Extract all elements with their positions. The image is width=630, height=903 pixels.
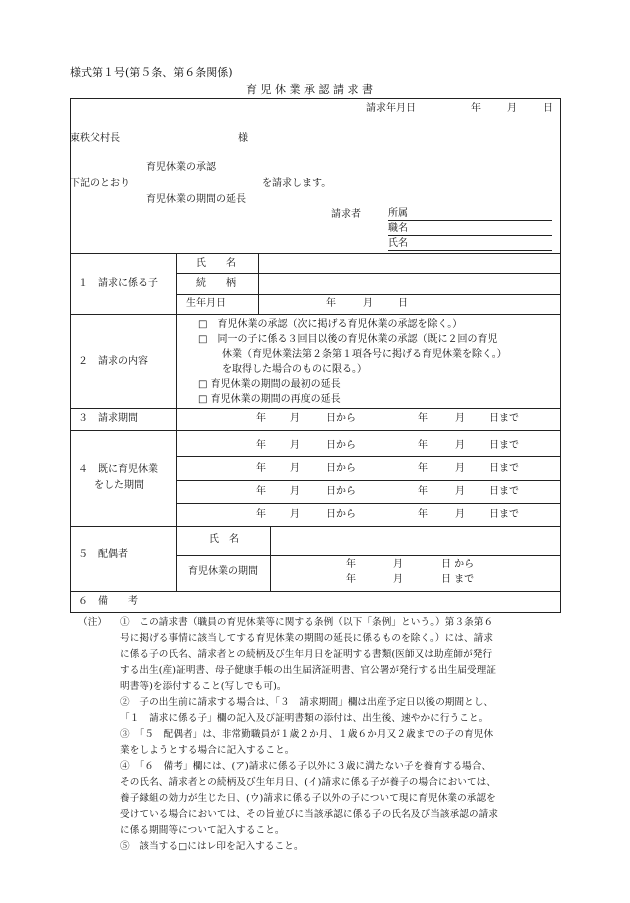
content-item-3: □ 育児休業の期間の最初の延長 xyxy=(198,379,341,390)
row-divider-2 xyxy=(70,314,561,315)
period-from-year: 年 xyxy=(256,413,266,424)
note-line-3: に係る子の氏名、請求者との続柄及び生年月日を証明する書類(医師又は助産師が発行 xyxy=(120,649,493,660)
prev1-from-day: 日から xyxy=(326,440,356,451)
form-number: 様式第１号(第５条、第６条関係) xyxy=(70,66,233,79)
frame-left xyxy=(70,98,71,613)
child-row-label: １ 請求に係る子 xyxy=(78,278,158,289)
spouse-period-label: 育児休業の期間 xyxy=(188,566,258,577)
frame-right xyxy=(560,98,561,613)
prev3-to-month: 月 xyxy=(455,486,465,497)
honorific: 様 xyxy=(238,133,248,144)
child-birth-label: 生年月日 xyxy=(186,298,226,309)
prev2-to-day: 日まで xyxy=(489,463,519,474)
name-underline xyxy=(388,250,552,251)
position-label: 職名 xyxy=(388,223,408,234)
spouse-from-month: 月 xyxy=(393,559,403,570)
frame-top xyxy=(70,98,561,99)
child-birth-month: 月 xyxy=(363,298,373,309)
period-from-day: 日から xyxy=(326,413,356,424)
request-date-year: 年 xyxy=(471,103,481,114)
note-line-5: 明書等)を添付すること(写しでも可)。 xyxy=(120,681,287,692)
spouse-to-month: 月 xyxy=(393,574,403,585)
note-line-14: に係る期間等について記入すること。 xyxy=(120,825,285,836)
prev1-from-year: 年 xyxy=(256,440,266,451)
spouse-name-label: 氏 名 xyxy=(209,534,239,545)
prev1-to-year: 年 xyxy=(418,440,428,451)
prev-divider-a xyxy=(176,456,561,457)
prev2-from-day: 日から xyxy=(326,463,356,474)
request-date-month: 月 xyxy=(507,103,517,114)
prev3-from-year: 年 xyxy=(256,486,266,497)
affiliation-label: 所属 xyxy=(388,208,408,219)
note-line-7: 「１ 請求に係る子」欄の記入及び証明書類の添付は、出生後、速やかに行うこと。 xyxy=(120,713,489,724)
child-field-divider xyxy=(258,253,259,315)
prev-divider-b xyxy=(176,480,561,481)
affiliation-underline xyxy=(388,220,552,221)
prev4-from-month: 月 xyxy=(290,509,300,520)
note-line-9: 業をしようとする場合に記入すること。 xyxy=(120,745,295,756)
form-title: 育 児 休 業 承 認 請 求 書 xyxy=(246,83,373,96)
row-divider-4 xyxy=(70,430,561,431)
note-line-13: 受けている場合においては、その旨並びに当該承認に係る子の氏名及び当該承認の請求 xyxy=(120,809,499,820)
prev3-from-month: 月 xyxy=(290,486,300,497)
child-birth-year: 年 xyxy=(326,298,336,309)
row-divider-5 xyxy=(70,526,561,527)
prev1-to-day: 日まで xyxy=(489,440,519,451)
content-row-label: ２ 請求の内容 xyxy=(78,356,148,367)
previous-row-label-2: をした期間 xyxy=(94,480,144,491)
prev2-to-month: 月 xyxy=(455,463,465,474)
note-line-11: その氏名、請求者との続柄及び生年月日、(イ)請求に係る子が養子の場合においては、 xyxy=(120,777,497,788)
spouse-from-day: 日 から xyxy=(441,559,475,570)
note-line-10: ④ 「６ 備考」欄には、(ア)請求に係る子以外に３歳に満たない子を養育する場合、 xyxy=(120,761,492,772)
note-line-2: 号に掲げる事情に該当してする育児休業の期間の延長に係るものを除く。）には、請求 xyxy=(120,633,494,644)
spouse-field-divider xyxy=(270,526,271,592)
spouse-from-year: 年 xyxy=(346,559,356,570)
request-date-label: 請求年月日 xyxy=(366,103,416,114)
prev4-from-day: 日から xyxy=(326,509,356,520)
remarks-row-label: ６ 備 考 xyxy=(78,596,138,607)
spouse-divider xyxy=(176,555,561,556)
content-item-2-cont: 休業（育児休業法第２条第１項各号に掲げる育児休業を除く。） xyxy=(222,349,507,360)
row-divider-6 xyxy=(70,591,561,592)
option-approval: 育児休業の承認 xyxy=(146,162,216,173)
note-line-15: ⑤ 該当する□にはレ印を記入すること。 xyxy=(120,841,304,852)
prev3-to-year: 年 xyxy=(418,486,428,497)
previous-row-label-1: ４ 既に育児休業 xyxy=(78,464,158,475)
child-relation-label: 続 柄 xyxy=(196,278,236,289)
row-divider-1 xyxy=(70,253,561,254)
requester-label: 請求者 xyxy=(331,209,361,220)
prev4-to-day: 日まで xyxy=(489,509,519,520)
position-underline xyxy=(388,235,552,236)
prev2-from-month: 月 xyxy=(290,463,300,474)
child-birth-day: 日 xyxy=(398,298,408,309)
child-divider-b xyxy=(176,294,561,295)
prev3-to-day: 日まで xyxy=(489,486,519,497)
period-row-label: ３ 請求期間 xyxy=(78,413,138,424)
child-name-label: 氏 名 xyxy=(196,258,236,269)
frame-bottom xyxy=(70,612,561,613)
prev2-to-year: 年 xyxy=(418,463,428,474)
note-line-4: する出生(産)証明書、母子健康手帳の出生届済証明書、官公署が発行する出生届受理証 xyxy=(120,665,497,676)
request-date-day: 日 xyxy=(543,103,553,114)
spouse-to-day: 日 まで xyxy=(441,574,475,585)
prev4-from-year: 年 xyxy=(256,509,266,520)
note-line-12: 養子縁組の効力が生じた日、(ウ)請求に係る子以外の子について現に育児休業の承認を xyxy=(120,793,496,804)
content-item-4: □ 育児休業の期間の再度の延長 xyxy=(198,394,341,405)
option-extension: 育児休業の期間の延長 xyxy=(146,194,246,205)
prev1-to-month: 月 xyxy=(455,440,465,451)
spouse-to-year: 年 xyxy=(346,574,356,585)
prev2-from-year: 年 xyxy=(256,463,266,474)
content-item-2-cont2: を取得した場合のものに限る。） xyxy=(222,364,367,375)
period-to-year: 年 xyxy=(418,413,428,424)
period-to-month: 月 xyxy=(455,413,465,424)
note-line-1: ① この請求書（職員の育児休業等に関する条例（以下「条例」という。）第３条第６ xyxy=(120,617,494,628)
name-label: 氏名 xyxy=(388,238,408,249)
note-line-8: ③ 「５ 配偶者」は、非常勤職員が１歳２か月、１歳６か月又２歳までの子の育児休 xyxy=(120,729,494,740)
body-prefix: 下記のとおり xyxy=(70,178,130,189)
notes-label: （注） xyxy=(78,617,108,628)
prev4-to-month: 月 xyxy=(455,509,465,520)
prev3-from-day: 日から xyxy=(326,486,356,497)
prev-divider-c xyxy=(176,503,561,504)
content-item-1: □ 育児休業の承認（次に掲げる育児休業の承認を除く。） xyxy=(198,319,463,330)
prev1-from-month: 月 xyxy=(290,440,300,451)
prev4-to-year: 年 xyxy=(418,509,428,520)
period-to-day: 日まで xyxy=(489,413,519,424)
content-item-2: □ 同一の子に係る３回目以後の育児休業の承認（既に２回の育児 xyxy=(198,334,498,345)
label-column-divider xyxy=(176,253,177,591)
child-divider-a xyxy=(176,273,561,274)
body-suffix: を請求します。 xyxy=(262,178,332,189)
addressee: 東秩父村長 xyxy=(70,133,120,144)
row-divider-3 xyxy=(70,408,561,409)
spouse-row-label: ５ 配偶者 xyxy=(78,549,128,560)
note-line-6: ② 子の出生前に請求する場合は、「３ 請求期間」欄は出産予定日以後の期間とし、 xyxy=(120,697,494,708)
period-from-month: 月 xyxy=(290,413,300,424)
